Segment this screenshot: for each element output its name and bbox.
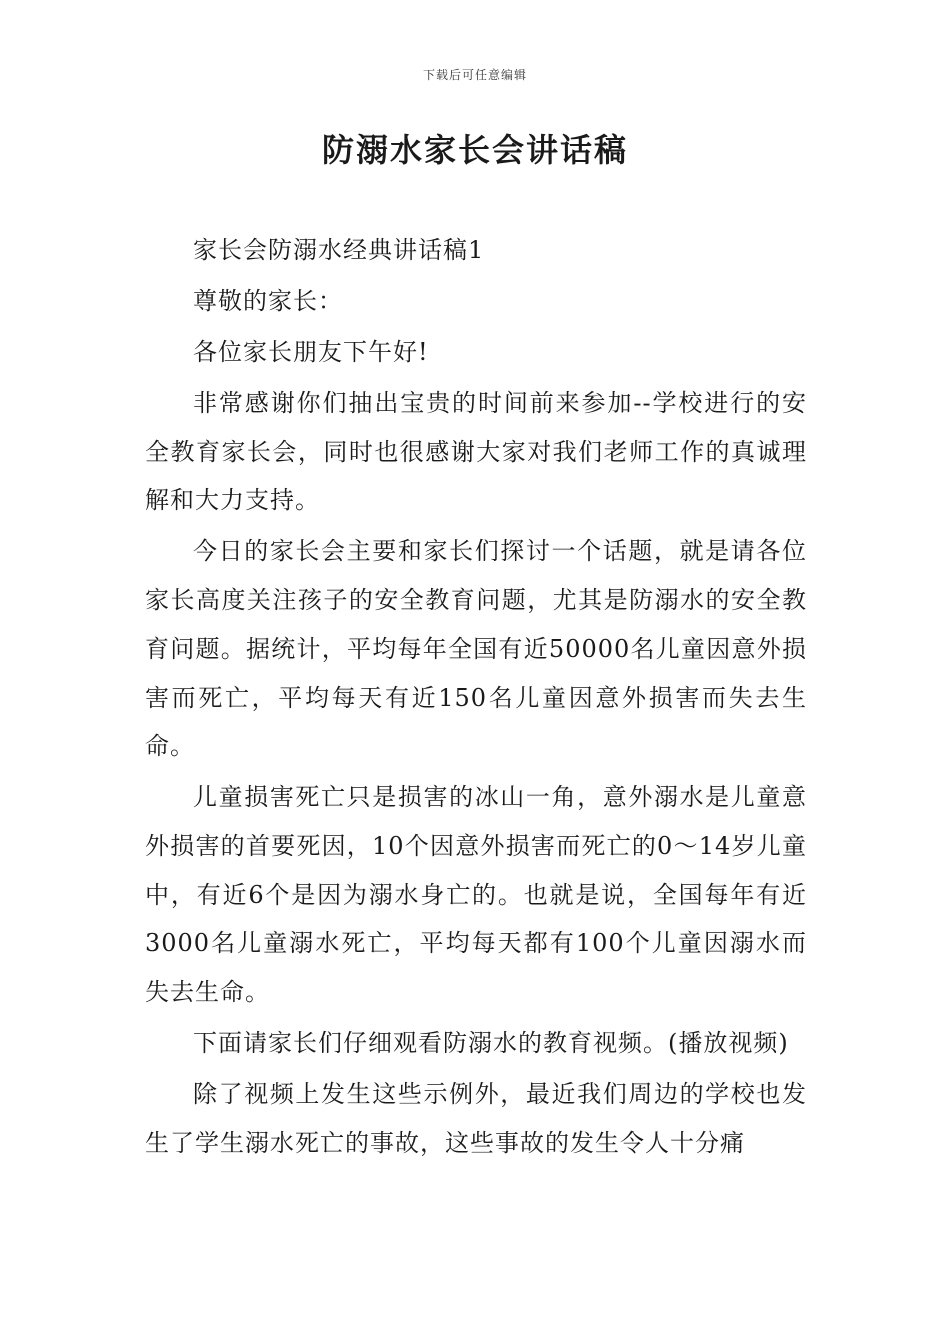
paragraph: 非常感谢你们抽出宝贵的时间前来参加--学校进行的安全教育家长会，同时也很感谢大家对我们老师工作的真诚理解和大力支持。 (145, 389, 807, 515)
document-body (145, 226, 807, 1170)
paragraph: 今日的家长会主要和家长们探讨一个话题，就是请各位家长高度关注孩子的安全教育问题，尤其是防溺水的安全教育问题。据统计，平均每年全国有近50000名儿童因意外损害而死亡，平均每天有近150名儿童因意外损害而失去生命。 (145, 537, 807, 761)
document-title: 防溺水家长会讲话稿 (321, 131, 628, 169)
paragraph-subtitle: 家长会防溺水经典讲话稿1 (193, 236, 485, 264)
paragraph-salutation: 尊敬的家长： (193, 287, 343, 315)
paragraph: 除了视频上发生这些示例外，最近我们周边的学校也发生了学生溺水死亡的事故，这些事故的发生令人十分痛 (145, 1080, 807, 1157)
paragraph-greeting: 各位家长朋友下午好! (193, 338, 429, 366)
header-note: 下载后可任意编辑 (422, 68, 527, 82)
paragraph: 下面请家长们仔细观看防溺水的教育视频。(播放视频) (193, 1029, 789, 1058)
paragraph: 儿童损害死亡只是损害的冰山一角，意外溺水是儿童意外损害的首要死因，10个因意外损害而死亡的0～14岁儿童中，有近6个是因为溺水身亡的。也就是说，全国每年有近3000名儿童溺水死亡，平均每天都有100个儿童因溺水而失去生命。 (145, 783, 807, 1007)
